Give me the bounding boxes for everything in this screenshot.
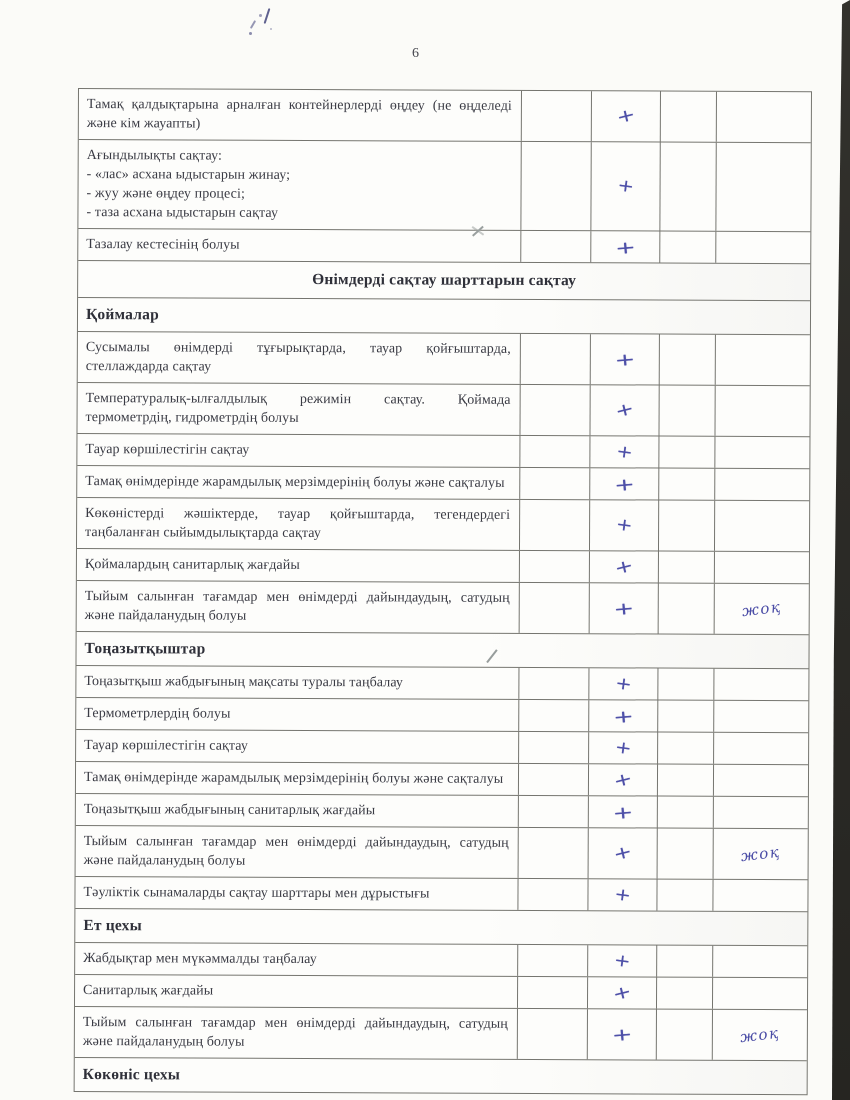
- check-cell-3: [660, 335, 716, 385]
- remark-cell: [716, 335, 810, 385]
- table-row: [78, 229, 810, 264]
- check-cell-2: [589, 700, 658, 731]
- plus-mark: +: [614, 104, 638, 129]
- row-label: Тыйым салынған тағамдар мен өнімдерді дайындаудың, сатудың және пайдаланудың болуы: [76, 826, 519, 878]
- scan-edge-shadow: [832, 0, 850, 1100]
- check-cell-2: [590, 436, 659, 467]
- check-cell-1: [520, 468, 590, 499]
- page-number: 6: [412, 46, 420, 61]
- check-cell-2: [590, 551, 659, 582]
- row-label: Қоймалардың санитарлық жағдайы: [77, 549, 520, 582]
- row-label: Тәуліктік сынамаларды сақтау шарттары мен дұрыстығы: [75, 877, 518, 910]
- check-cell-3: [657, 978, 713, 1009]
- row-label: Тауар көршілестігін сақтау: [76, 730, 519, 763]
- section-title: Көкөніс цехы: [75, 1058, 807, 1094]
- check-cell-3: [659, 386, 715, 436]
- check-cell-3: [659, 552, 715, 583]
- check-cell-1: [519, 796, 589, 827]
- check-cell-3: [659, 584, 715, 634]
- table-row: [75, 1007, 807, 1061]
- row-label: Тамақ өнімдерінде жарамдылық мерзімдерінің болуы және сақталуы: [77, 466, 520, 499]
- check-cell-1: [520, 551, 590, 582]
- table-row: [76, 730, 808, 765]
- plus-mark: +: [612, 554, 636, 579]
- plus-mark: +: [611, 767, 635, 792]
- remark-cell: [713, 946, 807, 977]
- check-cell-3: [660, 143, 716, 231]
- check-cell-3: [657, 1010, 713, 1060]
- row-label: Жабдықтар мен мүкәммалды таңбалау: [75, 943, 518, 976]
- handwritten-note: жоқ: [739, 842, 782, 866]
- check-cell-3: [658, 765, 714, 796]
- row-label: Тауар көршілестігін сақтау: [77, 434, 520, 467]
- table-row: [75, 943, 807, 978]
- remark-cell: [715, 386, 809, 436]
- check-cell-2: [588, 879, 657, 910]
- check-cell-3: [660, 232, 716, 263]
- handwritten-note: жоқ: [739, 1023, 781, 1047]
- check-cell-2: [589, 764, 658, 795]
- plus-mark: +: [613, 349, 637, 372]
- check-cell-2: [590, 385, 659, 435]
- remark-cell: [716, 232, 810, 263]
- table-row: [77, 434, 809, 469]
- check-cell-1: [518, 945, 588, 976]
- table-row: [76, 794, 808, 829]
- plus-mark: +: [610, 1024, 634, 1047]
- remark-cell: [713, 1010, 807, 1060]
- row-label: Сусымалы өнімдерді тұғырықтарда, тауар қойғыштарда, стеллаждарда сақтау: [78, 332, 521, 384]
- check-cell-2: [591, 231, 660, 262]
- check-cell-1: [519, 668, 589, 699]
- check-cell-2: [589, 796, 658, 827]
- plus-mark: +: [613, 736, 633, 759]
- check-cell-2: [590, 468, 659, 499]
- remark-cell: [714, 701, 808, 732]
- table-row: [79, 89, 811, 143]
- row-label: Тоңазытқыш жабдығының мақсаты туралы таңбалау: [76, 666, 519, 699]
- row-label: Көкөністерді жәшіктерде, тауар қойғыштарда, тегендердегі таңбаланған сыйымдылықтарда сақтау: [77, 498, 520, 550]
- check-cell-3: [659, 501, 715, 551]
- remark-cell: [715, 437, 809, 468]
- table-row: [76, 666, 808, 701]
- remark-cell: [715, 584, 809, 634]
- table-row: [75, 975, 807, 1010]
- check-cell-1: [520, 500, 590, 550]
- check-cell-1: [519, 700, 589, 731]
- check-cell-3: [657, 880, 713, 911]
- row-label: Тамақ өнімдерінде жарамдылық мерзімдерінің болуы және сақталуы: [76, 762, 519, 795]
- remark-cell: [716, 143, 810, 231]
- plus-mark: +: [610, 980, 634, 1005]
- check-cell-2: [589, 828, 658, 878]
- remark-cell: [713, 880, 807, 911]
- table-row: [75, 877, 807, 912]
- check-cell-2: [588, 977, 657, 1008]
- check-cell-3: [659, 437, 715, 468]
- plus-mark: +: [613, 398, 636, 423]
- check-cell-1: [520, 583, 590, 633]
- check-cell-1: [518, 977, 588, 1008]
- check-cell-3: [658, 701, 714, 732]
- remark-cell: [715, 469, 809, 500]
- row-label: Температуралық-ылғалдылық режимін сақтау. Қоймада термометрдің, гидрометрдің болуы: [77, 383, 520, 435]
- remark-cell: [714, 797, 808, 828]
- row-label: Санитарлық жағдайы: [75, 975, 518, 1008]
- table-row: [78, 140, 810, 232]
- checklist-table: [74, 88, 812, 1095]
- remark-cell: [714, 829, 808, 879]
- check-cell-2: [589, 668, 658, 699]
- table-row: [78, 332, 810, 386]
- check-cell-1: [519, 764, 589, 795]
- plus-mark: +: [616, 175, 635, 198]
- check-cell-1: [519, 732, 589, 763]
- plus-mark: +: [614, 514, 634, 537]
- remark-cell: [714, 733, 808, 764]
- plus-mark: +: [611, 802, 635, 824]
- row-label: Тыйым салынған тағамдар мен өнімдерді дайындаудың, сатудың және пайдаланудың болуы: [75, 1007, 518, 1059]
- check-cell-3: [661, 92, 717, 142]
- plus-mark: +: [613, 883, 632, 906]
- row-label: Термометрлердің болуы: [76, 698, 519, 731]
- check-cell-3: [658, 669, 714, 700]
- row-label: Тамақ қалдықтарына арналған контейнерлерді өңдеу (не өңделеді және кім жауапты): [79, 89, 522, 141]
- remark-cell: [715, 552, 809, 583]
- check-cell-1: [519, 828, 589, 878]
- check-cell-2: [590, 583, 659, 633]
- check-cell-2: [592, 91, 661, 141]
- row-label: Тазалау кестесінің болуы: [78, 229, 521, 262]
- handwritten-note: жоқ: [740, 597, 783, 621]
- remark-cell: [715, 501, 809, 551]
- remark-cell: [713, 978, 807, 1009]
- table-row: [77, 383, 809, 437]
- check-cell-1: [518, 1009, 588, 1059]
- check-cell-2: [588, 1009, 657, 1059]
- table-row: [77, 498, 809, 552]
- plus-mark: +: [614, 237, 637, 259]
- check-cell-2: [589, 732, 658, 763]
- check-cell-1: [521, 231, 591, 262]
- check-cell-1: [521, 334, 591, 384]
- table-row: [76, 698, 808, 733]
- section-title: Ет цехы: [75, 909, 807, 946]
- remark-cell: [717, 92, 811, 142]
- check-cell-1: [520, 385, 590, 435]
- section-title: Тоңазытқыштар: [76, 632, 808, 669]
- check-cell-3: [658, 733, 714, 764]
- plus-mark: +: [612, 949, 632, 972]
- row-label: Тоңазытқыш жабдығының санитарлық жағдайы: [76, 794, 519, 827]
- check-cell-3: [659, 469, 715, 500]
- table-row: [77, 466, 809, 501]
- table-row: [76, 762, 808, 797]
- check-cell-1: [522, 91, 592, 141]
- row-label: Тыйым салынған тағамдар мен өнімдерді дайындаудың, сатудың және пайдаланудың болуы: [77, 581, 520, 633]
- section-title: Қоймалар: [78, 298, 810, 335]
- row-label: Ағындылықты сақтау: - «лас» асхана ыдыстарын жинау; - жуу және өңдеу процесі; - таза асхана ыдыстарын сақтау: [78, 140, 521, 230]
- plus-mark: +: [615, 440, 634, 463]
- section-title-centered: Өнімдерді сақтау шарттарын сақтау: [78, 261, 810, 301]
- plus-mark: +: [612, 706, 635, 728]
- check-cell-3: [658, 829, 714, 879]
- check-cell-2: [591, 334, 660, 384]
- check-cell-2: [588, 945, 657, 976]
- table-row: [76, 826, 808, 880]
- plus-mark: +: [611, 841, 635, 866]
- plus-mark: +: [614, 672, 633, 695]
- plus-mark: +: [613, 474, 636, 496]
- check-cell-1: [521, 142, 591, 230]
- remark-cell: [714, 669, 808, 700]
- check-cell-2: [590, 500, 659, 550]
- remark-cell: [714, 765, 808, 796]
- check-cell-3: [658, 797, 714, 828]
- table-row: [77, 549, 809, 584]
- check-cell-1: [520, 436, 590, 467]
- plus-mark: +: [612, 598, 635, 621]
- check-cell-2: [591, 142, 660, 230]
- table-row: [77, 581, 809, 635]
- check-cell-1: [518, 879, 588, 910]
- check-cell-3: [657, 946, 713, 977]
- pen-scribbles: [246, 6, 286, 42]
